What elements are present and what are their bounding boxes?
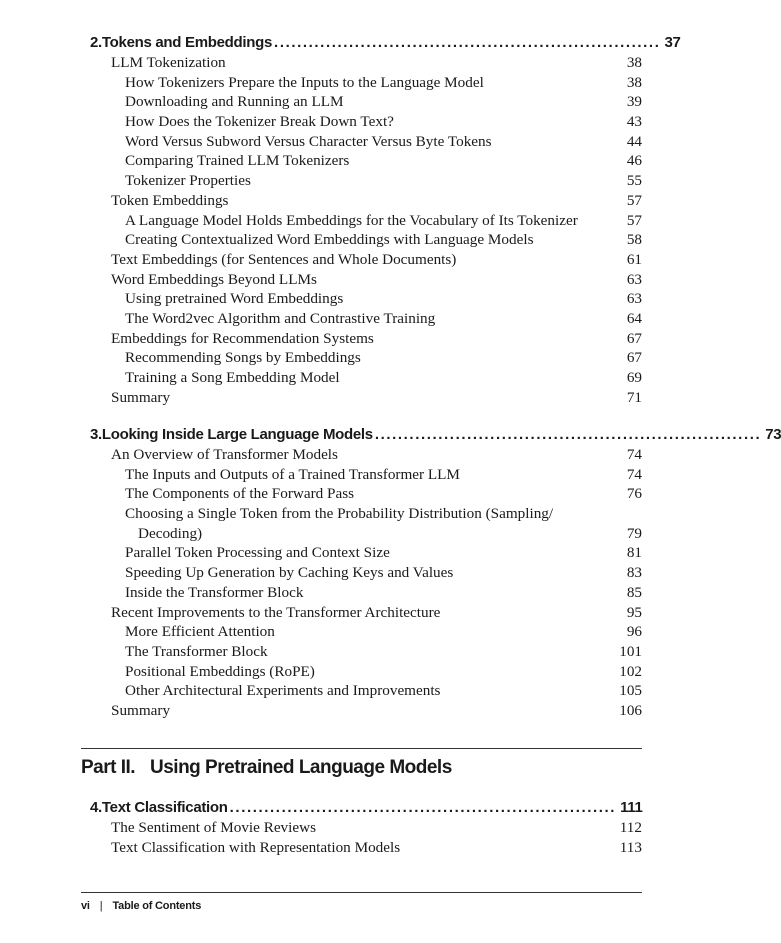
entry-title: An Overview of Transformer Models	[111, 446, 338, 463]
entry-title: The Components of the Forward Pass	[125, 485, 355, 503]
entry-title: Positional Embeddings (RoPE)	[125, 662, 315, 680]
footer-section-title: Table of Contents	[112, 900, 202, 912]
entry-title: Inside the Transformer Block	[125, 583, 304, 601]
chapter-4	[90, 797, 642, 857]
entry-page-number: 112	[619, 819, 642, 836]
entry-page-number: 74	[626, 465, 642, 483]
toc-section-entry[interactable]	[90, 701, 642, 721]
entry-page-number: 79	[626, 524, 642, 542]
entry-page-number: 67	[626, 329, 642, 347]
toc-subsection-entry[interactable]	[90, 681, 642, 701]
entry-page-number: 81	[626, 544, 642, 562]
part-divider-rule	[81, 748, 642, 749]
entry-title: The Word2vec Algorithm and Contrastive Training	[125, 309, 436, 327]
entry-page-number: 69	[626, 369, 642, 386]
entry-page-number: 44	[626, 132, 642, 150]
entry-title: Using pretrained Word Embeddings	[125, 290, 344, 308]
chapter-title: Text Classification	[101, 799, 228, 816]
entry-title: Embeddings for Recommendation Systems	[111, 329, 374, 347]
chapter-page-number: 73	[765, 426, 781, 443]
entry-page-number: 95	[626, 603, 642, 621]
chapter-heading[interactable]	[90, 797, 642, 818]
page-footer	[81, 899, 201, 913]
chapter-heading[interactable]	[90, 32, 681, 53]
entry-page-number: 57	[626, 211, 642, 229]
footer-page-number: vi	[81, 900, 90, 912]
entry-page-number: 71	[626, 388, 642, 406]
entry-title: The Transformer Block	[125, 642, 268, 660]
entry-title: Downloading and Running an LLM	[125, 93, 344, 111]
entry-title: Decoding)	[138, 524, 203, 542]
toc-subsection-entry[interactable]	[90, 642, 642, 662]
entry-title: More Efficient Attention	[125, 623, 275, 641]
toc-subsection-entry[interactable]	[90, 465, 642, 485]
part-label: Part II.	[81, 757, 136, 778]
toc-subsection-entry[interactable]	[90, 524, 642, 544]
toc-section-entry[interactable]	[90, 388, 642, 408]
toc-subsection-entry[interactable]	[90, 622, 642, 642]
chapter-number: 4.	[90, 799, 102, 816]
entry-title: Token Embeddings	[111, 191, 229, 209]
entry-title: Other Architectural Experiments and Improvements	[125, 682, 441, 700]
toc-subsection-entry[interactable]	[90, 73, 642, 93]
entry-title: How Does the Tokenizer Break Down Text?	[125, 113, 394, 131]
toc-subsection-entry[interactable]	[90, 348, 642, 368]
chapter-number: 2.	[90, 34, 102, 51]
entry-page-number: 63	[626, 270, 642, 288]
entry-page-number: 85	[626, 583, 642, 601]
chapter-number: 3.	[90, 426, 102, 443]
footer-separator: |	[99, 900, 103, 912]
entry-title: Summary	[111, 388, 171, 406]
entry-page-number: 46	[626, 152, 642, 170]
toc-subsection-entry[interactable]	[90, 151, 642, 171]
entry-title: Summary	[111, 701, 171, 719]
entry-title: Choosing a Single Token from the Probability Distribution (Sampling/	[125, 505, 554, 523]
entry-page-number: 102	[619, 662, 642, 680]
dot-leader: ...................................................................	[374, 426, 762, 443]
entry-title: Speeding Up Generation by Caching Keys and Values	[125, 564, 454, 582]
entry-title: Recent Improvements to the Transformer Architecture	[111, 603, 441, 621]
part-heading	[81, 756, 452, 780]
entry-page-number: 67	[626, 349, 642, 367]
dot-leader: ...................................................................	[229, 799, 617, 816]
entry-page-number: 106	[619, 701, 642, 719]
entry-title: Word Versus Subword Versus Character Versus Byte Tokens	[125, 132, 492, 150]
entry-page-number: 58	[626, 231, 642, 249]
chapter-title: Looking Inside Large Language Models	[101, 426, 373, 443]
toc-subsection-entry[interactable]	[90, 484, 642, 504]
entry-title: How Tokenizers Prepare the Inputs to the Language Model	[125, 73, 484, 91]
entry-title: Tokenizer Properties	[125, 172, 251, 190]
chapter-entries	[90, 53, 642, 407]
entry-page-number: 101	[619, 642, 642, 660]
chapter-2	[90, 32, 681, 407]
entry-page-number: 74	[626, 446, 642, 463]
toc-section-entry[interactable]	[90, 53, 642, 73]
entry-title: Training a Song Embedding Model	[125, 369, 340, 386]
toc-subsection-entry[interactable]	[90, 504, 642, 524]
entry-title: Word Embeddings Beyond LLMs	[111, 270, 317, 288]
chapter-3	[90, 424, 781, 721]
toc-subsection-entry[interactable]	[90, 230, 642, 250]
entry-page-number: 39	[626, 93, 642, 111]
toc-section-entry[interactable]	[90, 818, 642, 838]
entry-title: Text Classification with Representation Models	[111, 838, 401, 856]
chapter-entries	[90, 445, 642, 721]
entry-title: Parallel Token Processing and Context Size	[125, 544, 390, 562]
toc-subsection-entry[interactable]	[90, 132, 642, 152]
dot-leader: ...................................................................	[274, 34, 661, 51]
toc-subsection-entry[interactable]	[90, 309, 642, 329]
chapter-page-number: 37	[664, 34, 681, 51]
toc-section-entry[interactable]	[90, 329, 642, 349]
toc-subsection-entry[interactable]	[90, 368, 642, 388]
entry-page-number: 113	[619, 838, 642, 856]
entry-page-number: 105	[619, 682, 642, 700]
toc-subsection-entry[interactable]	[90, 289, 642, 309]
entry-page-number: 96	[626, 623, 642, 641]
toc-section-entry[interactable]	[90, 445, 642, 465]
entry-title: Recommending Songs by Embeddings	[125, 349, 361, 367]
entry-page-number: 63	[626, 290, 642, 308]
chapter-heading[interactable]	[90, 424, 781, 445]
toc-section-entry[interactable]	[90, 250, 642, 270]
toc-subsection-entry[interactable]	[90, 171, 642, 191]
toc-section-entry[interactable]	[90, 191, 642, 211]
toc-subsection-entry[interactable]	[90, 662, 642, 682]
entry-page-number: 43	[626, 113, 642, 131]
footer-rule	[81, 892, 642, 893]
toc-section-entry[interactable]	[90, 603, 642, 623]
entry-title: The Inputs and Outputs of a Trained Transformer LLM	[125, 465, 460, 483]
toc-subsection-entry[interactable]	[90, 583, 642, 603]
entry-page-number: 38	[626, 54, 642, 71]
entry-page-number: 57	[626, 191, 642, 209]
chapter-title: Tokens and Embeddings	[101, 34, 273, 51]
toc-subsection-entry[interactable]	[90, 112, 642, 132]
entry-page-number: 64	[626, 309, 642, 327]
entry-title: LLM Tokenization	[111, 54, 226, 71]
toc-subsection-entry[interactable]	[90, 563, 642, 583]
toc-subsection-entry[interactable]	[90, 92, 642, 112]
part-title: Using Pretrained Language Models	[150, 757, 452, 778]
entry-title: The Sentiment of Movie Reviews	[111, 819, 316, 836]
entry-page-number: 55	[626, 172, 642, 190]
entry-title: Text Embeddings (for Sentences and Whole Documents)	[111, 250, 457, 268]
toc-subsection-entry[interactable]	[90, 211, 642, 231]
entry-page-number: 83	[626, 564, 642, 582]
entry-title: A Language Model Holds Embeddings for the Vocabulary of Its Tokenizer	[125, 211, 578, 229]
chapter-entries	[90, 818, 642, 857]
toc-section-entry[interactable]	[90, 838, 642, 858]
entry-page-number: 61	[626, 250, 642, 268]
entry-page-number: 38	[626, 73, 642, 91]
toc-subsection-entry[interactable]	[90, 543, 642, 563]
toc-section-entry[interactable]	[90, 270, 642, 290]
entry-title: Creating Contextualized Word Embeddings with Language Models	[125, 231, 534, 249]
entry-page-number: 76	[626, 485, 642, 503]
entry-title: Comparing Trained LLM Tokenizers	[125, 152, 350, 170]
chapter-page-number: 111	[620, 799, 643, 816]
